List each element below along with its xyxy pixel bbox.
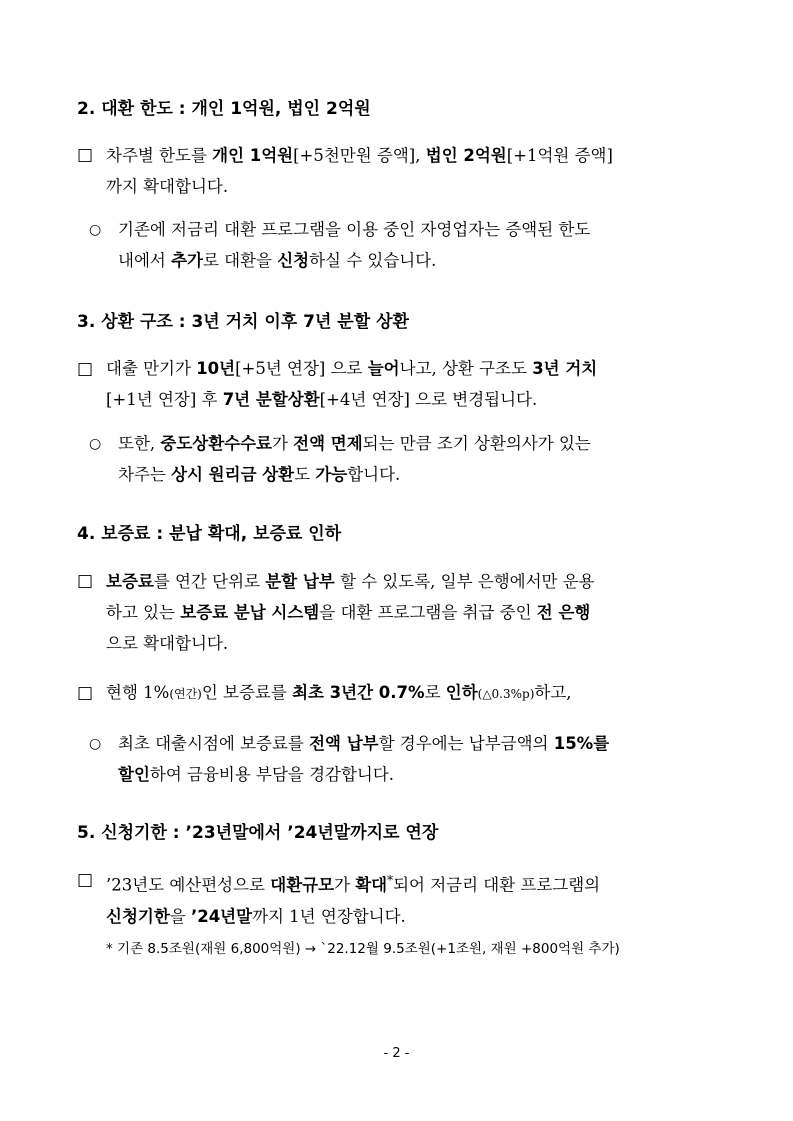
section-3-subitem-1: 또한, 중도상환수수료가 전액 면제되는 만큼 조기 상환의사가 있는 차주는 상시 원리금 상환도 가능합니다.: [118, 434, 591, 484]
section-2-paragraph-1: 차주별 한도를 개인 1억원[+5천만원 증액], 법인 2억원[+1억원 증액] 까지 확대합니다.: [106, 146, 613, 196]
section-4-heading: 4. 보증료 : 분납 확대, 보증료 인하: [77, 524, 342, 544]
box-bullet: □: [77, 683, 94, 703]
section-4-subitem-1: 최초 대출시점에 보증료를 전액 납부할 경우에는 납부금액의 15%를 할인하여 금융비용 부담을 경감합니다.: [118, 734, 610, 784]
circle-bullet: ○: [89, 436, 102, 452]
section-5-paragraph-1: ’23년도 예산편성으로 대환규모가 확대*되어 저금리 대환 프로그램의 신청기한을 ’24년말까지 1년 연장합니다.: [106, 873, 601, 926]
section-5-heading: 5. 신청기한 : ’23년말에서 ’24년말까지로 연장: [77, 823, 439, 843]
page-number: - 2 -: [383, 1046, 410, 1061]
circle-bullet: ○: [89, 222, 102, 238]
section-3-paragraph-1: 대출 만기가 10년[+5년 연장] 으로 늘어나고, 상환 구조도 3년 거치 [+1년 연장] 후 7년 분할상환[+4년 연장] 으로 변경됩니다.: [106, 359, 598, 409]
section-4-paragraph-2: 현행 1%(연간)인 보증료를 최초 3년간 0.7%로 인하(△0.3%p)하고,: [106, 683, 572, 702]
footnote: * 기존 8.5조원(재원 6,800억원) → `22.12월 9.5조원(+1조원, 재원 +800억원 추가): [106, 941, 620, 957]
box-bullet: □: [77, 870, 94, 890]
box-bullet: □: [77, 359, 94, 379]
circle-bullet: ○: [89, 736, 102, 752]
section-2-subitem-1: 기존에 저금리 대환 프로그램을 이용 중인 자영업자는 증액된 한도 내에서 추가로 대환을 신청하실 수 있습니다.: [118, 220, 591, 270]
section-2-heading: 2. 대환 한도 : 개인 1억원, 법인 2억원: [77, 99, 371, 119]
box-bullet: □: [77, 571, 94, 591]
box-bullet: □: [77, 145, 94, 165]
section-4-paragraph-1: 보증료를 연간 단위로 분할 납부 할 수 있도록, 일부 은행에서만 운용 하고 있는 보증료 분납 시스템을 대환 프로그램을 취급 중인 전 은행 으로 확대합니다.: [106, 572, 595, 653]
section-3-heading: 3. 상환 구조 : 3년 거치 이후 7년 분할 상환: [77, 312, 409, 332]
